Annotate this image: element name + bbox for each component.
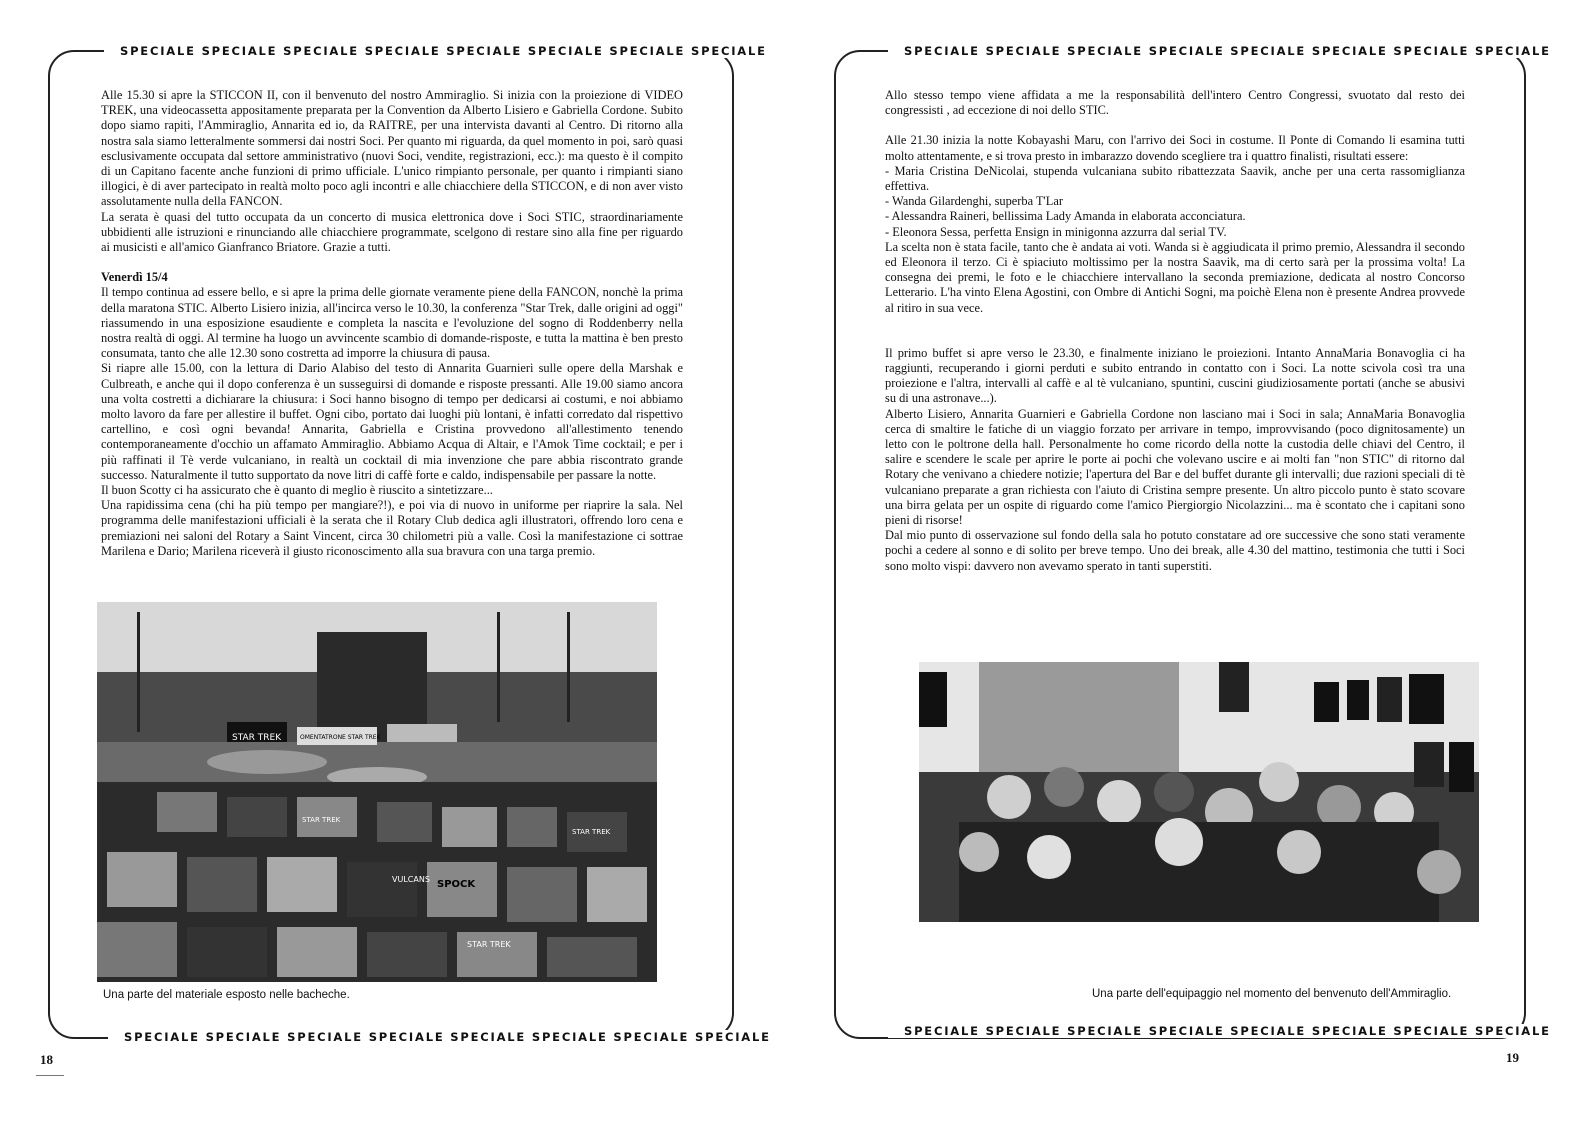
article-text-left bbox=[101, 88, 683, 559]
paragraph: La scelta non è stata facile, tanto che è andata ai voti. Wanda si è aggiudicata il primo premio, Alessandra il secondo ed Eleonora il terzo. Ci è spiaciuto moltissimo per la nostra Saavik, ma di certo sarà per la prossima volta! La consegna dei premi, le foto e le chiacchiere intervallano la seconda premiazione, dedicata al nostro Concorso Letterario. L'ha vinto Elena Agostini, con Ombre di Antichi Sogni, ma poichè Elena non è presente Andrea provvede al ritiro in sua vece. bbox=[885, 239, 1465, 315]
exhibit-photo-illustration bbox=[97, 602, 657, 982]
photo-exhibit-display bbox=[97, 602, 657, 982]
paragraph: Allo stesso tempo viene affidata a me la responsabilità dell'intero Centro Congressi, svuotato dal resto dei congressisti , ad eccezione di noi dello STIC. bbox=[885, 88, 1465, 118]
bottom-banner: SPECIALE SPECIALE SPECIALE SPECIALE SPECIALE SPECIALE SPECIALE SPECIALE bbox=[108, 1030, 787, 1044]
page-number: 18 bbox=[40, 1052, 53, 1067]
paragraph: Il tempo continua ad essere bello, e si apre la prima delle giornate veramente piene della FANCON, nonchè la prima della maratona STIC. Alberto Lisiero inizia, all'incirca verso le 10.30, la conferenza "Star Trek, dalle origini ad oggi" riassumendo in una esposizione esaudiente e completa la nascita e l'evoluzione del sogno di Roddenberry nella nostra realtà di oggi. Al termine ha luogo un avvincente scambio di domande-risposte, e tutta la mattina è ben presto consumata, tanto che alle 12.30 sono costretta ad imporre la chiusura di pausa. bbox=[101, 285, 683, 361]
paragraph: Alle 21.30 inizia la notte Kobayashi Maru, con l'arrivo dei Soci in costume. Il Ponte di Comando li esamina tutti molto attentamente, e si trova presto in imbarazzo dovendo scegliere tra i quattro finalisti, risultati essere: bbox=[885, 133, 1465, 163]
photo-label: STAR TREK bbox=[467, 940, 511, 949]
paragraph: Alberto Lisiero, Annarita Guarnieri e Gabriella Cordone non lasciano mai i Soci in sala; AnnaMaria Bonavoglia cerca di smaltire le fatiche di un viaggio forzato per arrivare in tempo, improvvisando (poco dignitosamente) un letto con le poltrone della hall. Personalmente ho come ricordo della notte la custodia delle chiavi del Centro, il salire e scendere le scale per aprire le porte ai pochi che volevano uscire e ai molti fan "non STIC" di ritorno dal Rotary che venivano a chiedere notizie; l'apertura del Bar e del buffet durante gli intervalli; due razioni speciali di tè vulcaniano preparate a gran richiesta con l'aiuto di Cristina sempre presente. Un altro piccolo punto è stato scovare una birra gelata per un ospite di riguardo come l'amico Piergiorgio Nicolazzini... ma è scontato che i capitani sono pieni di risorse! bbox=[885, 406, 1465, 528]
audience-photo-illustration bbox=[919, 662, 1479, 922]
photo-caption: Una parte del materiale esposto nelle bacheche. bbox=[103, 989, 350, 1001]
top-banner: SPECIALE SPECIALE SPECIALE SPECIALE SPECIALE SPECIALE SPECIALE SPECIALE bbox=[104, 44, 783, 58]
photo-caption: Una parte dell'equipaggio nel momento del benvenuto dell'Ammiraglio. bbox=[1092, 988, 1452, 1000]
page-number: 19 bbox=[1506, 1050, 1519, 1065]
photo-label: STAR TREK bbox=[572, 828, 611, 836]
list-item: - Wanda Gilardenghi, superba T'Lar bbox=[885, 194, 1063, 209]
paragraph: Una rapidissima cena (chi ha più tempo per mangiare?!), e poi via di nuovo in uniforme per riaprire la sala. Nel programma delle manifestazioni ufficiali è la serata che il Rotary Club dedica agli illustratori, offrendo loro cena e premiazioni nei saloni del Rotary a Saint Vincent, circa 30 chilometri più a valle. Così la manifestazione ci sottrae Marilena e Dario; Marilena riceverà il giusto riconoscimento alla sua bravura con una targa premio. bbox=[101, 498, 683, 558]
article-text-right bbox=[885, 88, 1465, 574]
paragraph: Il buon Scotty ci ha assicurato che è quanto di meglio è riuscito a sintetizzare... bbox=[101, 483, 493, 498]
paragraph: Si riapre alle 15.00, con la lettura di Dario Alabiso del testo di Annarita Guarnieri sulle opere della Marshak e Culbreath, e anche qui il dopo conferenza è un susseguirsi di domande e risposte pressanti. Alle 19.00 siamo ancora una volta costretti a dichiarare la chiusura: i Soci hanno bisogno di tempo per dedicarsi ai costumi, e noi abbiamo molto lavoro da fare per allestire il buffet. Ogni cibo, portato dai luoghi più lontani, è infatti corredato dal rispettivo cartellino, e così ogni bevanda! Annarita, Gabriella e Cristina provvedono all'allestimento tenendo contemporaneamente d'occhio un affamato Ammiraglio. Abbiamo Acqua di Altair, e l'Amok Time cocktail; e per i più raffinati il Tè verde vulcaniano, in realtà un cocktail di mia invenzione che pare abbia riscontrato grande successo. Naturalmente il tutto supportato da nove litri di caffè forte e caldo, indispensabile per passare la notte. bbox=[101, 361, 683, 482]
photo-label: STAR TREK bbox=[232, 733, 282, 743]
top-banner: SPECIALE SPECIALE SPECIALE SPECIALE SPECIALE SPECIALE SPECIALE SPECIALE bbox=[888, 44, 1567, 58]
bottom-banner: SPECIALE SPECIALE SPECIALE SPECIALE SPECIALE SPECIALE SPECIALE SPECIALE bbox=[888, 1024, 1567, 1038]
paragraph: Dal mio punto di osservazione sul fondo della sala ho potuto constatare ad ore successive che sono stati veramente pochi a cedere al sonno e di solito per breve tempo. Uno dei break, alle 4.30 del mattino, testimonia che tutti i Soci sono molto vispi: davvero non avevamo sperato in tanti superstiti. bbox=[885, 528, 1465, 573]
photo-crew-audience bbox=[919, 662, 1479, 922]
list-item: - Eleonora Sessa, perfetta Ensign in minigonna azzurra dal serial TV. bbox=[885, 224, 1227, 239]
photo-label: SPOCK bbox=[437, 879, 476, 890]
paragraph: Alle 15.30 si apre la STICCON II, con il benvenuto del nostro Ammiraglio. Si inizia con la proiezione di VIDEO TREK, una videocassetta appositamente preparata per la Convention da Alberto Lisiero e Gabriella Cordone. Subito dopo siamo rapiti, l'Ammiraglio, Annarita ed io, da RAITRE, per una intervista davanti al Centro. Di ritorno alla nostra sala siamo letteralmente sommersi dai nostri Soci. Per quanto mi riguarda, da quel momento in poi, sarò quasi esclusivamente occupata dal settore amministrativo (nuovi Soci, vendite, registrazioni, ecc.): ma questo è il compito di un Capitano facente anche funzioni di primo ufficiale. L'unico rimpianto personale, per quanto i rimpianti siano illogici, è di aver partecipato in realtà molto poco agli incontri e alle chiacchiere della STICCON, e di non aver visto assolutamente nulla della FANCON. bbox=[101, 88, 683, 209]
section-heading: Venerdì 15/4 bbox=[101, 270, 168, 285]
right-page bbox=[794, 0, 1588, 1123]
list-item: - Alessandra Raineri, bellissima Lady Amanda in elaborata acconciatura. bbox=[885, 209, 1246, 224]
photo-label: STAR TREK bbox=[302, 816, 341, 824]
photo-label: VULCANS bbox=[392, 875, 430, 884]
divider bbox=[36, 1075, 64, 1076]
photo-label: OMENTATRONE STAR TREK bbox=[300, 734, 381, 741]
list-item: - Maria Cristina DeNicolai, stupenda vulcaniana subito ribattezzata Saavik, anche per una certa rassomiglianza effettiva. bbox=[885, 163, 1465, 194]
paragraph: La serata è quasi del tutto occupata da un concerto di musica elettronica dove i Soci STIC, straordinariamente ubbidienti alle istruzioni e rinunciando alle chiacchiere programmate, scelgono di restare sino alla fine per riguardo ai musicisti e all'amico Gianfranco Briatore. Grazie a tutti. bbox=[101, 209, 683, 255]
paragraph: Il primo buffet si apre verso le 23.30, e finalmente iniziano le proiezioni. Intanto AnnaMaria Bonavoglia ci ha raggiunti, recuperando i giorni perduti e subito entrando in contatto con i Soci. La notte scivola così tra una proiezione e l'altra, intervalli al caffè e al tè vulcaniano, spuntini, cuscini giudiziosamente portati (anche se abusivi su di una astronave...). bbox=[885, 345, 1465, 406]
